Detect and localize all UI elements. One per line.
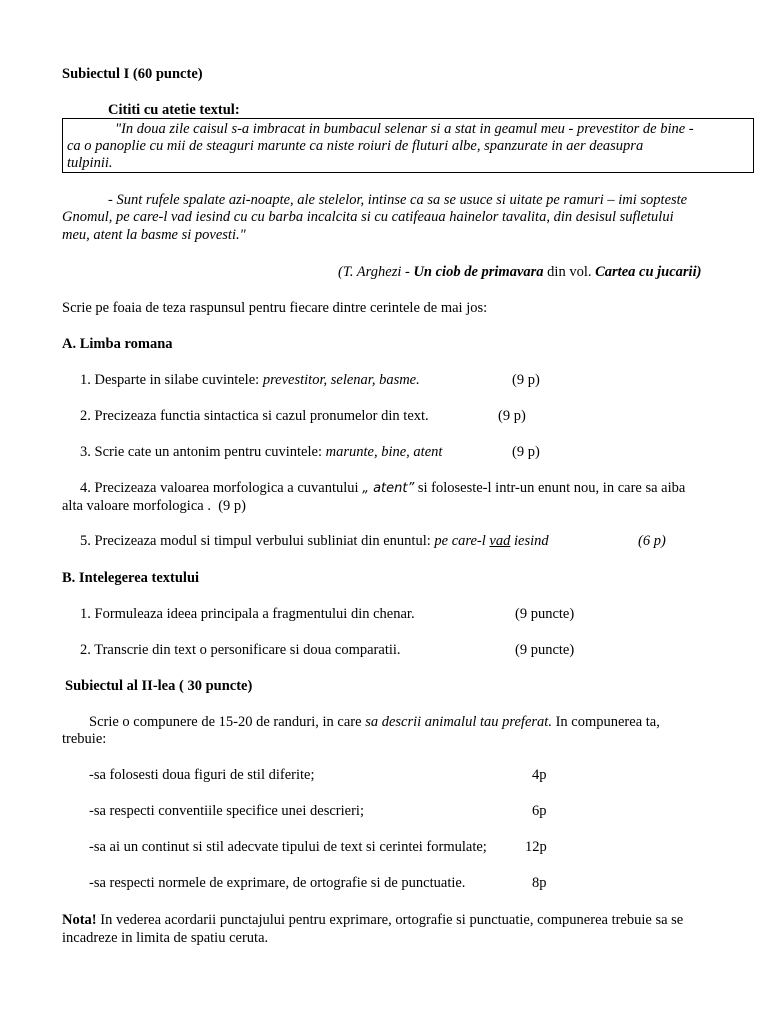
question-a2: 2. Precizeaza functia sintactica si cazul pronumelor din text. — [80, 408, 429, 424]
question-a4-text: 4. Precizeaza valoarea morfologica a cuvantului — [80, 480, 363, 496]
source-volume: Cartea cu jucarii) — [595, 264, 702, 280]
criterion-4: -sa respecti normele de exprimare, de ortografie si de punctuatie. — [89, 875, 466, 891]
question-a4-points: (9 p) — [218, 498, 247, 514]
question-a3-words: marunte, bine, atent — [325, 444, 443, 460]
subject1-title: Subiectul I (60 puncte) — [62, 66, 203, 82]
criterion-2: -sa respecti conventiile specifice unei descrieri; — [89, 803, 364, 819]
question-a5-phrase-after: iesind — [510, 533, 549, 549]
question-a3 — [80, 443, 442, 461]
question-a1-words: prevestitor, selenar, basme. — [262, 372, 420, 388]
question-a5 — [80, 532, 549, 550]
question-a5-points: (6 p) — [638, 533, 666, 549]
criterion-2-points: 6p — [532, 803, 547, 819]
question-b2-points: (9 puncte) — [515, 642, 575, 658]
question-a4-line2 — [62, 497, 246, 515]
criterion-1-points: 4p — [532, 767, 547, 783]
note-line2: incadreze in limita de spatiu ceruta. — [62, 930, 269, 946]
question-b2: 2. Transcrie din text o personificare si doua comparatii. — [80, 642, 401, 658]
question-b1-points: (9 puncte) — [515, 606, 575, 622]
source-prefix: (T. Arghezi - — [338, 264, 414, 280]
question-a1-points: (9 p) — [512, 372, 540, 388]
note-text: In vederea acordarii punctajului pentru exprimare, ortografie si punctuatie, compunerea trebuie sa se — [96, 912, 684, 928]
question-a2-points: (9 p) — [498, 408, 526, 424]
criterion-4-points: 8p — [532, 875, 547, 891]
subject2-intro-before: Scrie o compunere de 15-20 de randuri, in care — [89, 714, 366, 730]
source-work: Un ciob de primavara — [413, 264, 544, 280]
subject2-intro-after: In compunerea ta, — [551, 714, 660, 730]
subject2-intro-italic: sa descrii animalul tau preferat. — [365, 714, 552, 730]
passage-box — [62, 118, 754, 173]
note-label: Nota! — [62, 912, 97, 928]
question-a4 — [80, 479, 685, 498]
criterion-1: -sa folosesti doua figuri de stil diferite; — [89, 767, 315, 783]
question-a4-word: „ atent” — [362, 481, 415, 496]
passage-line-1: "In doua zile caisul s-a imbracat in bumbacul selenar si a stat in geamul meu - prevestitor de bine - — [115, 121, 694, 137]
continuation-line-1: - Sunt rufele spalate azi-noapte, ale stelelor, intinse ca sa se usuce si uitate pe ramuri – imi sopteste — [108, 192, 688, 208]
question-a5-text: 5. Precizeaza modul si timpul verbului subliniat din enuntul: — [80, 533, 435, 549]
read-instruction: Cititi cu atetie textul: — [108, 102, 240, 118]
write-instruction: Scrie pe foaia de teza raspunsul pentru fiecare dintre cerintele de mai jos: — [62, 300, 488, 316]
continuation-line-3: meu, atent la basme si povesti." — [62, 227, 246, 243]
section-b-title: B. Intelegerea textului — [62, 570, 200, 586]
source-middle: din vol. — [543, 264, 596, 280]
criterion-3-points: 12p — [525, 839, 547, 855]
question-a1 — [80, 371, 420, 389]
section-a-title: A. Limba romana — [62, 336, 173, 352]
source-citation — [338, 263, 701, 281]
question-b1: 1. Formuleaza ideea principala a fragmentului din chenar. — [80, 606, 415, 622]
passage-line-3: tulpinii. — [67, 155, 113, 171]
question-a5-verb: vad — [489, 533, 511, 549]
question-a5-phrase-before: pe care-l — [434, 533, 490, 549]
question-a3-text: 3. Scrie cate un antonim pentru cuvintele: — [80, 444, 326, 460]
question-a3-points: (9 p) — [512, 444, 540, 460]
subject2-intro — [89, 713, 660, 731]
criterion-3: -sa ai un continut si stil adecvate tipului de text si cerintei formulate; — [89, 839, 487, 855]
continuation-line-2: Gnomul, pe care-l vad iesind cu cu barba incalcita si cu catifeaua hainelor tavalita, din desisul sufletului — [62, 209, 674, 225]
question-a4-line2-text: alta valoare morfologica . — [62, 498, 211, 514]
subject2-title: Subiectul al II-lea ( 30 puncte) — [65, 678, 253, 694]
subject2-intro-line2: trebuie: — [62, 731, 107, 747]
question-a4-text2: si foloseste-l intr-un enunt nou, in care sa aiba — [414, 480, 686, 496]
passage-line-2: ca o panoplie cu mii de steaguri marunte ca niste roiuri de fluturi albe, spanzurate in aer deasupra — [67, 138, 644, 154]
question-a1-text: 1. Desparte in silabe cuvintele: — [80, 372, 263, 388]
note — [62, 911, 683, 929]
